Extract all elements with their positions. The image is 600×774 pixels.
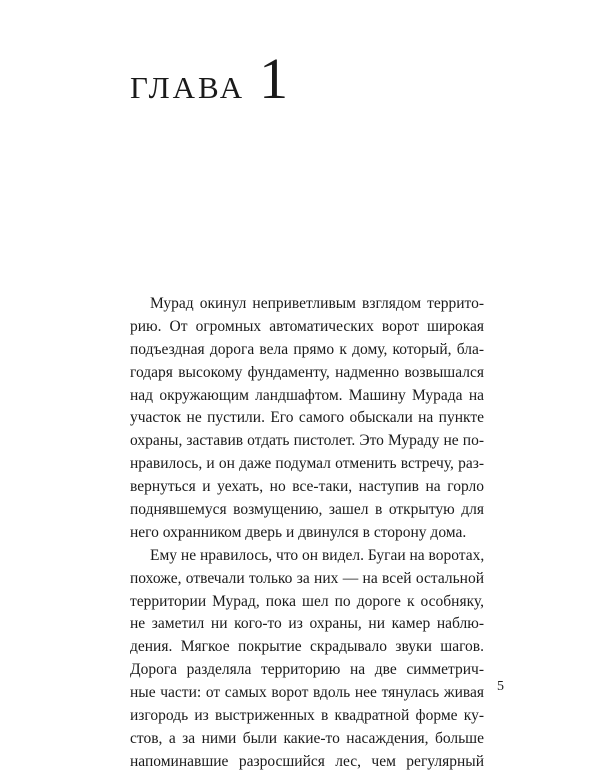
text-line: рию. От огромных автоматических ворот широкая (130, 317, 484, 335)
text-line: похоже, отвечали только за них — на всей остальной (130, 569, 484, 587)
text-line: изгородь из выстриженных в квадратной форме ку- (130, 707, 484, 725)
text-line: подъездная дорога вела прямо к дому, который, бла- (130, 340, 484, 358)
text-line: территории Мурад, пока шел по дороге к особняку, (130, 592, 484, 610)
chapter-title-word: ГЛАВА (130, 70, 246, 105)
text-line: не заметил ни кого-то из охраны, ни камер наблю- (130, 615, 484, 633)
text-line: охраны, заставив отдать пистолет. Это Мураду не по- (130, 432, 484, 450)
chapter-heading (130, 46, 289, 111)
text-line: Дорога разделяла территорию на две симметрич- (130, 661, 484, 679)
text-line: поднявшемуся возмущению, зашел в открытую для (130, 501, 484, 519)
text-line: над окружающим ландшафтом. Машину Мурада на (130, 386, 484, 404)
text-line: стов, а за ними были какие-то насаждения, больше (130, 729, 484, 747)
text-line: ные части: от самых ворот вдоль нее тянулась живая (130, 684, 484, 702)
text-line: дения. Мягкое покрытие скрадывало звуки шагов. (130, 638, 484, 656)
page-number: 5 (497, 679, 504, 694)
text-line: Ему не нравилось, что он видел. Бугаи на воротах, (150, 546, 484, 564)
body-text (130, 293, 484, 774)
text-line: него охранником дверь и двинулся в сторону дома. (130, 523, 467, 541)
text-line: напоминавшие разросшийся лес, чем регулярный (130, 752, 484, 770)
text-line: нравилось, и он даже подумал отменить встречу, раз- (130, 455, 484, 473)
chapter-number: 1 (259, 46, 289, 111)
text-line: участок не пустили. Его самого обыскали на пункте (130, 409, 484, 427)
text-line: годаря высокому фундаменту, надменно возвышался (130, 363, 484, 381)
text-line: Мурад окинул неприветливым взглядом террито- (150, 295, 484, 312)
text-line: вернуться и уехать, но все-таки, наступив на горло (130, 478, 484, 496)
